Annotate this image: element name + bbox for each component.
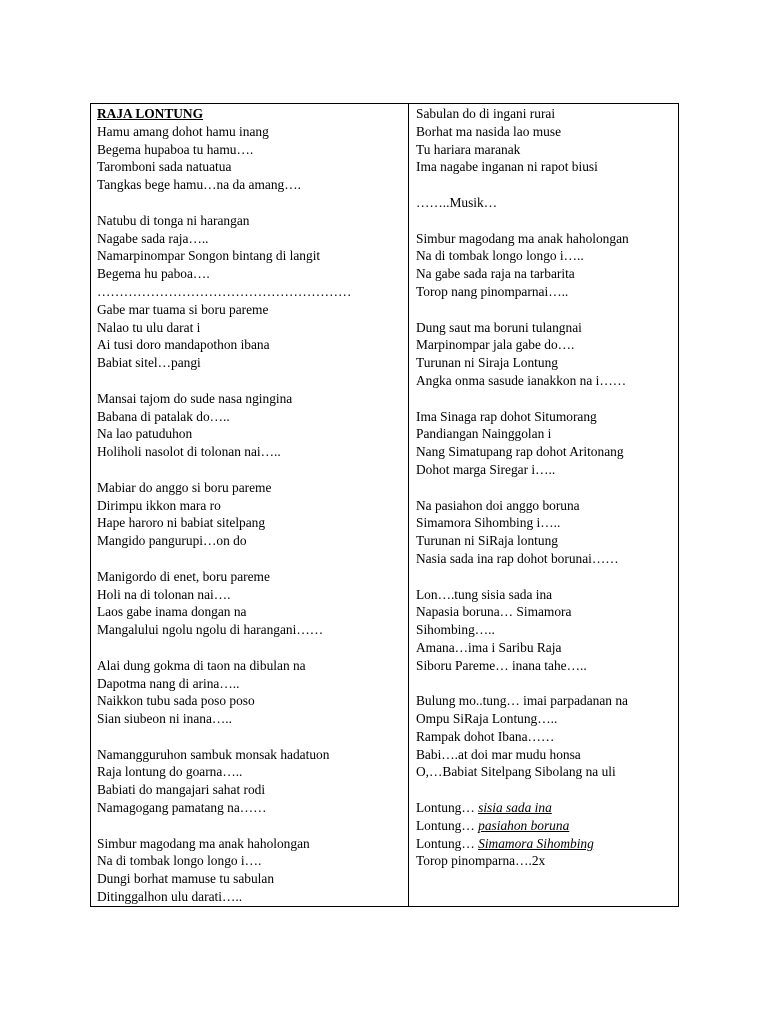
lyric-line: Sihombing….. [416,622,495,638]
closing-line: Torop pinomparna….2x [416,853,546,869]
lyric-line: Holiholi nasolot di tolonan nai….. [97,444,281,460]
chorus-emphasis: pasiahon boruna [478,817,570,833]
lyric-line: Nalao tu ulu darat i [97,319,201,335]
lyric-line: O,…Babiat Sitelpang Sibolang na uli [416,764,616,780]
lyric-line: Hamu amang dohot hamu inang [97,123,269,139]
lyric-line: Begema hu paboa…. [97,266,210,282]
lyric-line: Simbur magodang ma anak haholongan [97,835,310,851]
stanza-gap [97,817,408,835]
stanza-gap [416,479,678,497]
lyric-line: ………………………………………………… [97,283,352,299]
lyric-line: Ai tusi doro mandapothon ibana [97,337,270,353]
stanza-gap [97,461,408,479]
lyric-line: Tu hariara maranak [416,141,521,157]
lyric-line: Sian siubeon ni inana….. [97,711,233,727]
left-lyric-lines [97,123,408,906]
lyric-line: Dirimpu ikkon mara ro [97,497,221,513]
stanza-gap [97,550,408,568]
stanza-gap [416,212,678,230]
lyric-line: Nang Simatupang rap dohot Aritonang [416,444,624,460]
lyric-line: Angka onma sasude ianakkon na i…… [416,372,627,388]
lyric-line: Mangalului ngolu ngolu di harangani…… [97,622,324,638]
lyric-line: Mangido pangurupi…on do [97,533,247,549]
lyric-line: Na pasiahon doi anggo boruna [416,497,580,513]
lyric-line: Mabiar do anggo si boru pareme [97,479,272,495]
lyric-line: Naikkon tubu sada poso poso [97,693,255,709]
lyric-line: Borhat ma nasida lao muse [416,123,562,139]
stanza-gap [416,176,678,194]
lyric-line: Nasia sada ina rap dohot borunai…… [416,550,619,566]
lyric-line: Simbur magodang ma anak haholongan [416,230,629,246]
lyric-line: Namarpinompar Songon bintang di langit [97,248,321,264]
lyrics-table [90,103,679,907]
lyric-line: Turunan ni SiRaja lontung [416,533,558,549]
stanza-gap [416,675,678,693]
lyric-line: Holi na di tolonan nai…. [97,586,231,602]
lyric-line: Ompu SiRaja Lontung….. [416,711,558,727]
lyric-line: Taromboni sada natuatua [97,159,232,175]
lyric-line: Babiati do mangajari sahat rodi [97,782,266,798]
lyric-line: Gabe mar tuama si boru pareme [97,301,269,317]
chorus-lead: Lontung… [416,817,479,833]
stanza-gap [416,781,678,799]
lyric-line: Sabulan do di ingani rurai [416,106,556,121]
lyric-line: Babiat sitel…pangi [97,355,201,371]
lyric-line: Raja lontung do goarna….. [97,764,243,780]
lyric-line: Na di tombak longo longo i….. [416,248,584,264]
lyric-line: Torop nang pinomparnai….. [416,283,569,299]
lyric-line: Laos gabe inama dongan na [97,604,247,620]
chorus-line [416,835,678,853]
chorus-line [416,817,678,835]
lyric-line: Dung saut ma boruni tulangnai [416,319,582,335]
lyric-line: Na gabe sada raja na tarbarita [416,266,575,282]
lyric-line: ……..Musik… [416,194,498,210]
right-column [409,104,678,906]
stanza-gap [416,390,678,408]
lyric-line: Dapotma nang di arina….. [97,675,240,691]
chorus-emphasis: Simamora Sihombing [478,835,594,851]
chorus-line [416,799,678,817]
stanza-gap [97,639,408,657]
lyric-line: Siboru Pareme… inana tahe….. [416,657,587,673]
lyric-line: Namangguruhon sambuk monsak hadatuon [97,746,330,762]
lyric-line: Bulung mo..tung… imai parpadanan na [416,693,628,709]
lyric-line: Pandiangan Nainggolan i [416,426,552,442]
lyric-line: Ima Sinaga rap dohot Situmorang [416,408,597,424]
lyric-line: Marpinompar jala gabe do…. [416,337,575,353]
lyric-line: Napasia boruna… Simamora [416,604,572,620]
lyric-line: Dohot marga Siregar i….. [416,461,556,477]
lyric-line: Begema hupaboa tu hamu…. [97,141,254,157]
lyric-line: Amana…ima i Saribu Raja [416,639,562,655]
left-column [91,104,409,906]
chorus-lead: Lontung… [416,800,479,816]
lyric-line: Na lao patuduhon [97,426,193,442]
song-title: RAJA LONTUNG [97,106,204,121]
stanza-gap [97,372,408,390]
stanza-gap [97,194,408,212]
lyric-line: Turunan ni Siraja Lontung [416,355,558,371]
lyric-line: Alai dung gokma di taon na dibulan na [97,657,306,673]
lyric-line: Mansai tajom do sude nasa ngingina [97,390,293,406]
lyric-line: Manigordo di enet, boru pareme [97,568,270,584]
lyric-line: Lon….tung sisia sada ina [416,586,553,602]
stanza-gap [97,728,408,746]
lyric-line: Hape haroro ni babiat sitelpang [97,515,266,531]
lyric-line: Babana di patalak do….. [97,408,230,424]
lyric-line: Ditinggalhon ulu darati….. [97,889,243,905]
chorus-lines [416,799,678,852]
lyric-line: Na di tombak longo longo i…. [97,853,262,869]
lyric-line: Nagabe sada raja….. [97,230,209,246]
chorus-lead: Lontung… [416,835,479,851]
lyric-line: Rampak dohot Ibana…… [416,728,555,744]
lyric-line: Ima nagabe inganan ni rapot biusi [416,159,598,175]
chorus-emphasis: sisia sada ina [478,800,552,816]
lyric-line: Namagogang pamatang na…… [97,800,267,816]
stanza-gap [416,568,678,586]
stanza-gap [416,301,678,319]
lyric-line: Babi….at doi mar mudu honsa [416,746,581,762]
lyric-line: Dungi borhat mamuse tu sabulan [97,871,275,887]
right-lyric-lines [416,105,678,799]
lyric-line: Natubu di tonga ni harangan [97,212,250,228]
lyric-line: Tangkas bege hamu…na da amang…. [97,177,301,193]
lyric-line: Simamora Sihombing i….. [416,515,561,531]
